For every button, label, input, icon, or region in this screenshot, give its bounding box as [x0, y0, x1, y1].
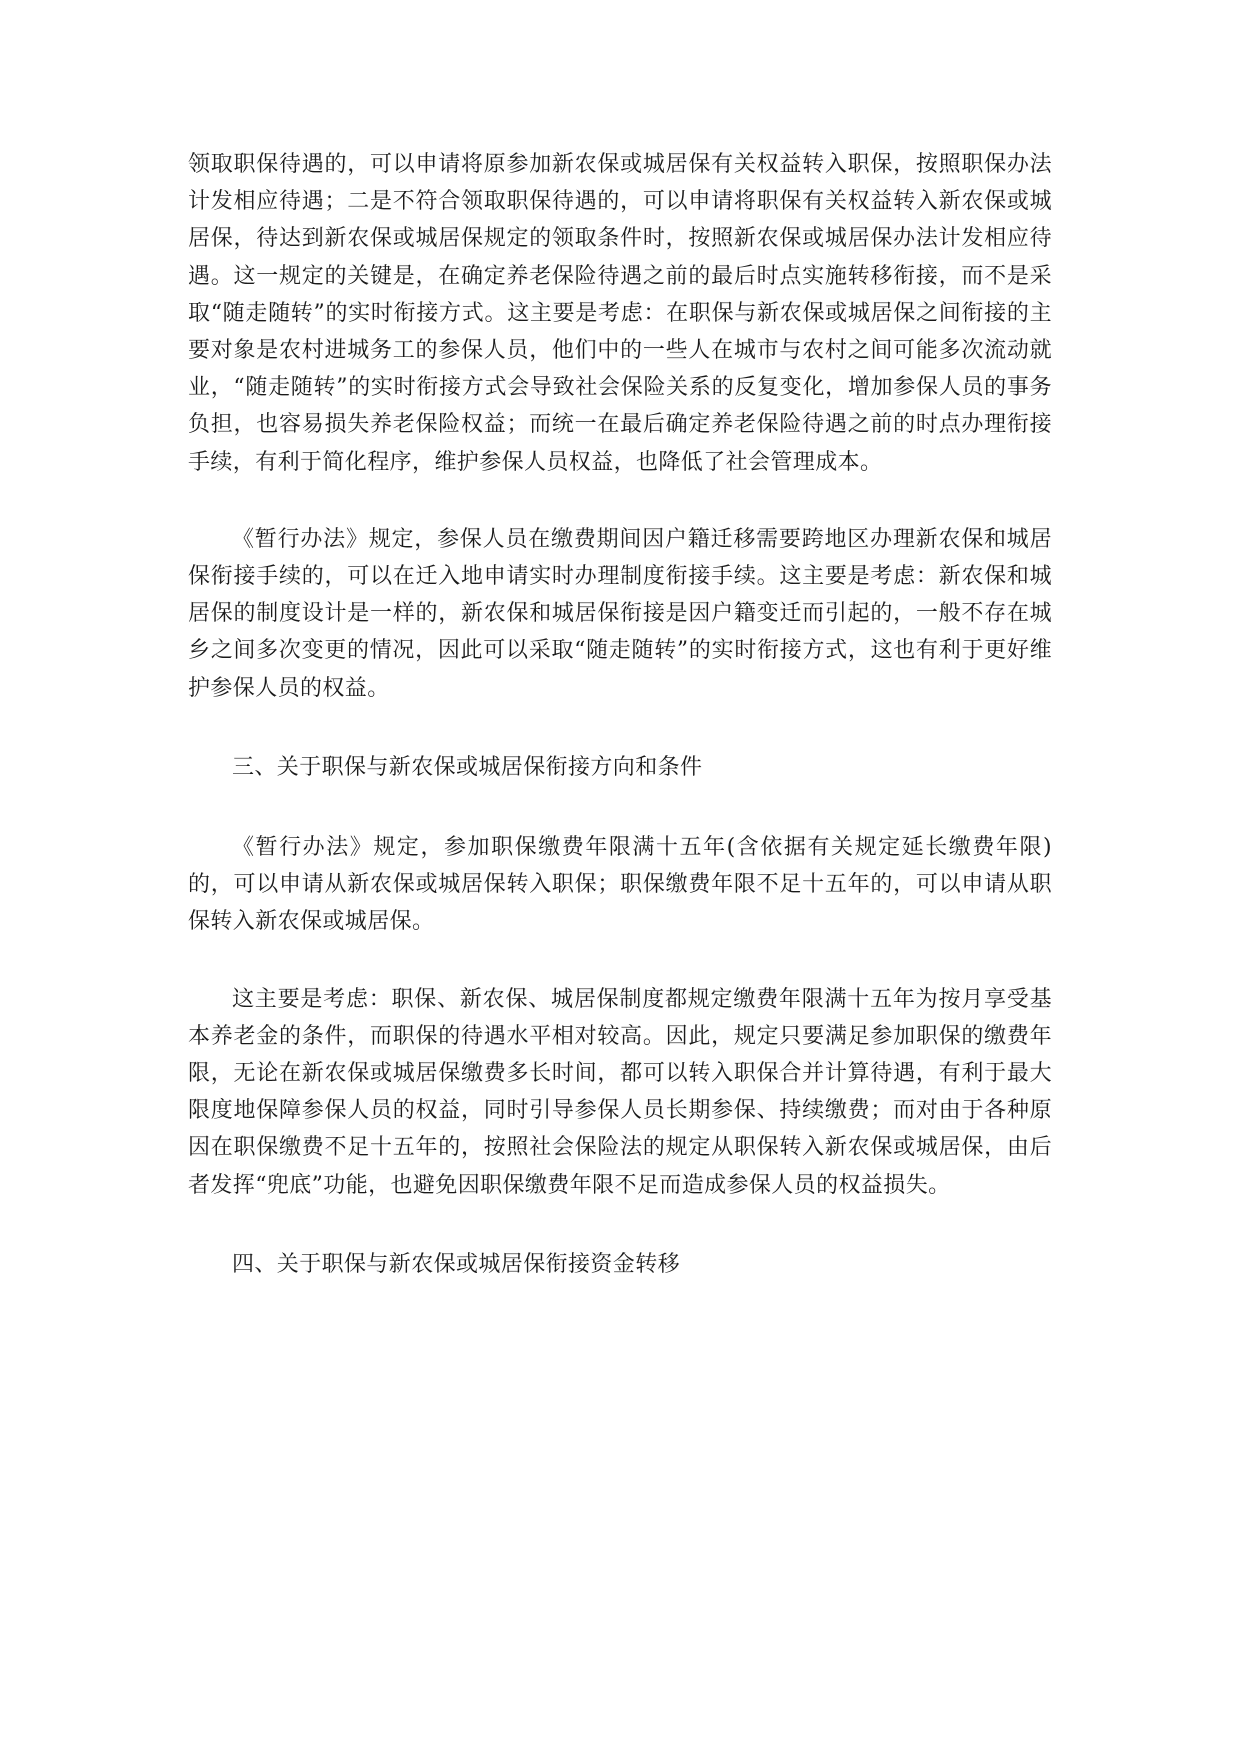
- body-paragraph-3: 《暂行办法》规定，参加职保缴费年限满十五年(含依据有关规定延长缴费年限)的，可以申请从新农保或城居保转入职保；职保缴费年限不足十五年的，可以申请从职保转入新农保或城居保。: [188, 835, 1052, 935]
- section-heading-3: 三、关于职保与新农保或城居保衔接方向和条件: [232, 754, 703, 780]
- body-paragraph-1: 领取职保待遇的，可以申请将原参加新农保或城居保有关权益转入职保，按照职保办法计发相应待遇；二是不符合领取职保待遇的，可以申请将职保有关权益转入新农保或城居保，待达到新农保或城居保规定的领取条件时，按照新农保或城居保办法计发相应待遇。这一规定的关键是，在确定养老保险待遇之前的最后时点实施转移衔接，而不是采取“随走随转”的实时衔接方式。这主要是考虑：在职保与新农保或城居保之间衔接的主要对象是农村进城务工的参保人员，他们中的一些人在城市与农村之间可能多次流动就业，“随走随转”的实时衔接方式会导致社会保险关系的反复变化，增加参保人员的事务负担，也容易损失养老保险权益；而统一在最后确定养老保险待遇之前的时点办理衔接手续，有利于简化程序，维护参保人员权益，也降低了社会管理成本。: [188, 152, 1052, 475]
- body-paragraph-4: 这主要是考虑：职保、新农保、城居保制度都规定缴费年限满十五年为按月享受基本养老金的条件，而职保的待遇水平相对较高。因此，规定只要满足参加职保的缴费年限，无论在新农保或城居保缴费多长时间，都可以转入职保合并计算待遇，有利于最大限度地保障参保人员的权益，同时引导参保人员长期参保、持续缴费；而对由于各种原因在职保缴费不足十五年的，按照社会保险法的规定从职保转入新农保或城居保，由后者发挥“兜底”功能，也避免因职保缴费年限不足而造成参保人员的权益损失。: [188, 986, 1052, 1198]
- document-page: [188, 146, 1052, 1283]
- body-paragraph-2: 《暂行办法》规定，参保人员在缴费期间因户籍迁移需要跨地区办理新农保和城居保衔接手续的，可以在迁入地申请实时办理制度衔接手续。这主要是考虑：新农保和城居保的制度设计是一样的，新农保和城居保衔接是因户籍变迁而引起的，一般不存在城乡之间多次变更的情况，因此可以采取“随走随转”的实时衔接方式，这也有利于更好维护参保人员的权益。: [188, 526, 1052, 701]
- section-heading-4: 四、关于职保与新农保或城居保衔接资金转移: [232, 1251, 681, 1277]
